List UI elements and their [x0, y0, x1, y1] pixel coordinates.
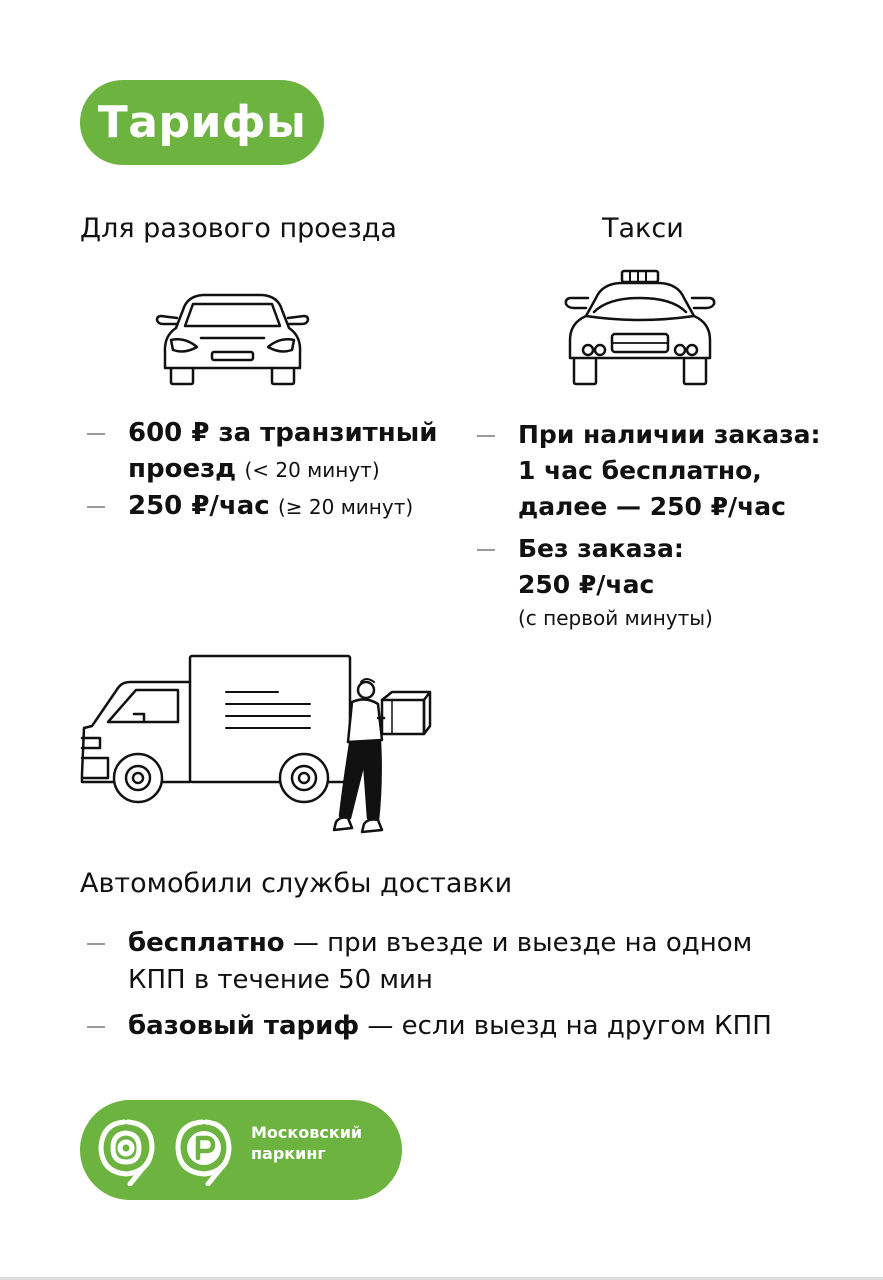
- title-pill: [80, 80, 324, 165]
- logo-pill: [80, 1100, 402, 1200]
- list-item: [80, 488, 450, 525]
- list-item: [80, 415, 450, 488]
- page-title: Тарифы: [97, 97, 307, 148]
- one-time-transit-note: (< 20 минут): [244, 458, 380, 482]
- logo-line-2: паркинг: [251, 1144, 326, 1163]
- parking-p-logo-icon: [172, 1114, 240, 1186]
- list-item: [80, 925, 800, 999]
- one-time-hour-note: (≥ 20 минут): [277, 495, 414, 519]
- one-time-price-hour: 250 ₽/час: [128, 491, 270, 521]
- delivery-free-condition: — при въезде и выезде на одном: [284, 928, 753, 958]
- list-item: [470, 417, 870, 525]
- taxi-without-order-note: (с первой минуты): [518, 606, 713, 630]
- taxi-then-price: далее — 250 ₽/час: [518, 492, 786, 521]
- delivery-base-label: базовый тариф: [128, 1011, 360, 1041]
- logo-text: [251, 1122, 362, 1164]
- delivery-heading: Автомобили службы доставки: [80, 868, 513, 899]
- delivery-free-condition-2: КПП в течение 50 мин: [128, 965, 433, 995]
- taxi-front-icon: [560, 268, 720, 388]
- delivery-base-condition: — если выезд на другом КПП: [359, 1011, 772, 1041]
- delivery-truck-with-courier-icon: [78, 652, 438, 834]
- taxi-free-hour: 1 час бесплатно,: [518, 456, 762, 485]
- delivery-list: [80, 925, 800, 1054]
- taxi-heading: Такси: [602, 213, 684, 244]
- taxi-list: [470, 417, 870, 633]
- list-item: [470, 531, 870, 633]
- delivery-free-label: бесплатно: [128, 928, 285, 958]
- list-item: [80, 1008, 800, 1045]
- one-time-price-transit: 600 ₽ за транзитный: [128, 418, 438, 448]
- moscow-nine-logo-icon: [96, 1114, 164, 1186]
- car-front-icon: [155, 290, 310, 386]
- taxi-without-order-price: 250 ₽/час: [518, 570, 655, 599]
- taxi-without-order-label: Без заказа:: [518, 534, 684, 563]
- taxi-with-order-label: При наличии заказа:: [518, 420, 821, 449]
- one-time-heading: Для разового проезда: [80, 213, 397, 244]
- one-time-transit-word: проезд: [128, 454, 237, 484]
- logo-line-1: Московский: [251, 1123, 363, 1142]
- one-time-list: [80, 415, 450, 525]
